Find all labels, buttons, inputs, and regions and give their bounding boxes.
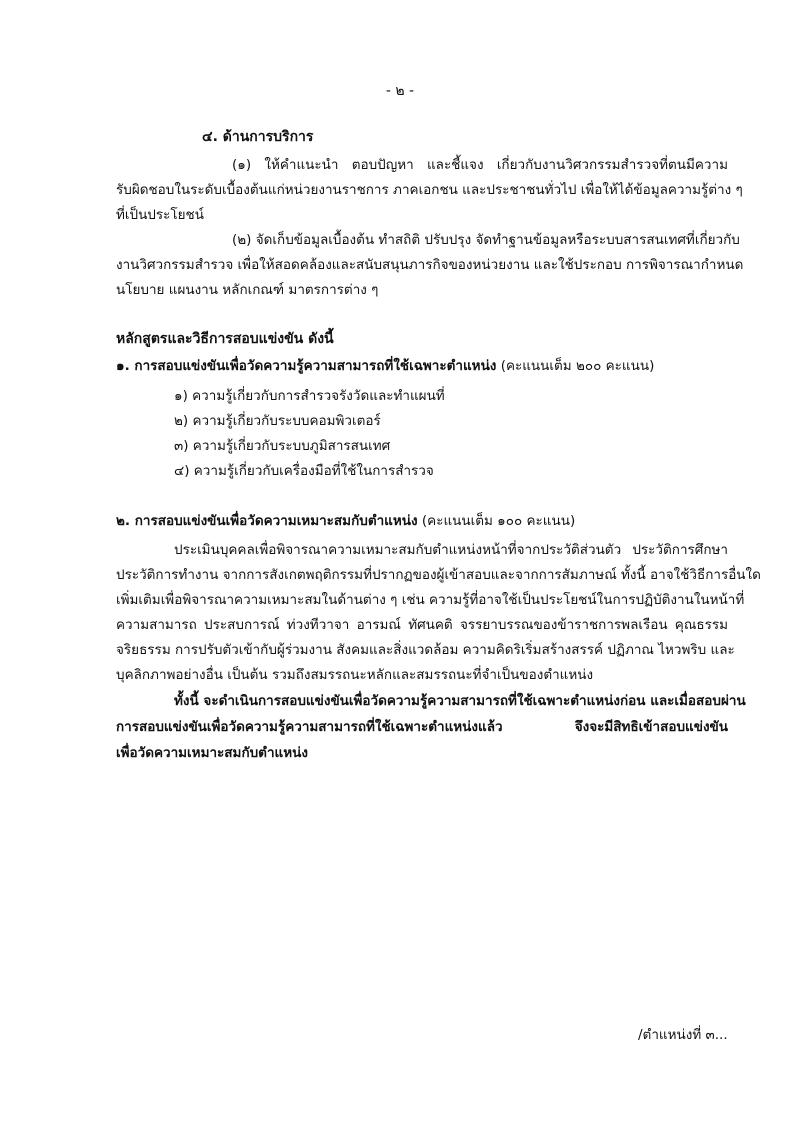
exam2-title: ๒. การสอบแข่งขันเพื่อวัดความเหมาะสมกับตำแหน่ง <box>116 513 418 529</box>
exam1-item: ๑) ความรู้เกี่ยวกับการสำรวจรังวัดและทำแผนที่ <box>174 388 445 404</box>
service-section-heading: ๔. ด้านการบริการ <box>202 129 314 145</box>
exam1-score: (คะแนนเต็ม ๒๐๐ คะแนน) <box>500 358 655 374</box>
exam2-paragraph-line: บุคลิกภาพอย่างอื่น เป็นต้น รวมถึงสมรรถนะหลักและสมรรถนะที่จำเป็นของตำแหน่ง <box>116 667 594 683</box>
note-line: เพื่อวัดความเหมาะสมกับตำแหน่ง <box>116 745 308 761</box>
exam1-item: ๒) ความรู้เกี่ยวกับระบบคอมพิวเตอร์ <box>174 413 381 429</box>
service-item1-line: รับผิดชอบในระดับเบื้องต้นแก่หน่วยงานราชการ ภาคเอกชน และประชาชนทั่วไป เพื่อให้ได้ข้อมูลความรู้ต่าง ๆ <box>116 182 743 198</box>
service-item2-line: นโยบาย แผนงาน หลักเกณฑ์ มาตรการต่าง ๆ <box>116 282 379 298</box>
exam1-item: ๓) ความรู้เกี่ยวกับระบบภูมิสารสนเทศ <box>174 438 391 454</box>
continuation-marker: /ตำแหน่งที่ ๓... <box>638 1027 728 1043</box>
exam2-paragraph-line: เพิ่มเติมเพื่อพิจารณาความเหมาะสมในด้านต่าง ๆ เช่น ความรู้ที่อาจใช้เป็นประโยชน์ในการปฏิบัติงานในหน้าที่ <box>116 592 745 608</box>
page-number: - ๒ - <box>385 83 415 99</box>
service-item1-line: (๑) ให้คำแนะนำ ตอบปัญหา และชี้แจง เกี่ยวกับงานวิศวกรรมสำรวจที่ตนมีความ <box>232 157 728 173</box>
note-line: การสอบแข่งขันเพื่อวัดความรู้ความสามารถที่ใช้เฉพาะตำแหน่งแล้ว จึงจะมีสิทธิเข้าสอบแข่งขัน <box>116 719 728 735</box>
exam2-paragraph-line: จริยธรรม การปรับตัวเข้ากับผู้ร่วมงาน สังคมและสิ่งแวดล้อม ความคิดริเริ่มสร้างสรรค์ ปฏิภาณ ไหวพริบ และ <box>116 642 735 658</box>
exam2-score: (คะแนนเต็ม ๑๐๐ คะแนน) <box>421 513 576 529</box>
service-item2-line: (๒) จัดเก็บข้อมูลเบื้องต้น ทำสถิติ ปรับปรุง จัดทำฐานข้อมูลหรือระบบสารสนเทศที่เกี่ยวกับ <box>232 232 740 248</box>
service-item1-line: ที่เป็นประโยชน์ <box>116 207 204 223</box>
exam1-item: ๔) ความรู้เกี่ยวกับเครื่องมือที่ใช้ในการสำรวจ <box>174 463 434 479</box>
exam1-title: ๑. การสอบแข่งขันเพื่อวัดความรู้ความสามารถที่ใช้เฉพาะตำแหน่ง <box>116 358 497 374</box>
exam2-paragraph-line: ประเมินบุคคลเพื่อพิจารณาความเหมาะสมกับตำแหน่งหน้าที่จากประวัติส่วนตัว ประวัติการศึกษา <box>174 542 728 558</box>
exam2-paragraph-line: ความสามารถ ประสบการณ์ ท่วงทีวาจา อารมณ์ ทัศนคติ จรรยาบรรณของข้าราชการพลเรือน คุณธรรม <box>116 617 728 633</box>
service-item2-line: งานวิศวกรรมสำรวจ เพื่อให้สอดคล้องและสนับสนุนภารกิจของหน่วยงาน และใช้ประกอบ การพิจารณากำหนด <box>116 257 744 273</box>
note-line: ทั้งนี้ จะดำเนินการสอบแข่งขันเพื่อวัดความรู้ความสามารถที่ใช้เฉพาะตำแหน่งก่อน และเมื่อสอบผ่าน <box>174 693 746 709</box>
curriculum-heading: หลักสูตรและวิธีการสอบแข่งขัน ดังนี้ <box>116 331 334 347</box>
exam1-heading <box>116 354 654 376</box>
exam2-heading <box>116 509 575 531</box>
exam2-paragraph-line: ประวัติการทำงาน จากการสังเกตพฤติกรรมที่ปรากฏของผู้เข้าสอบและจากการสัมภาษณ์ ทั้งนี้ อาจใช้วิธีการอื่นใด <box>116 567 761 583</box>
